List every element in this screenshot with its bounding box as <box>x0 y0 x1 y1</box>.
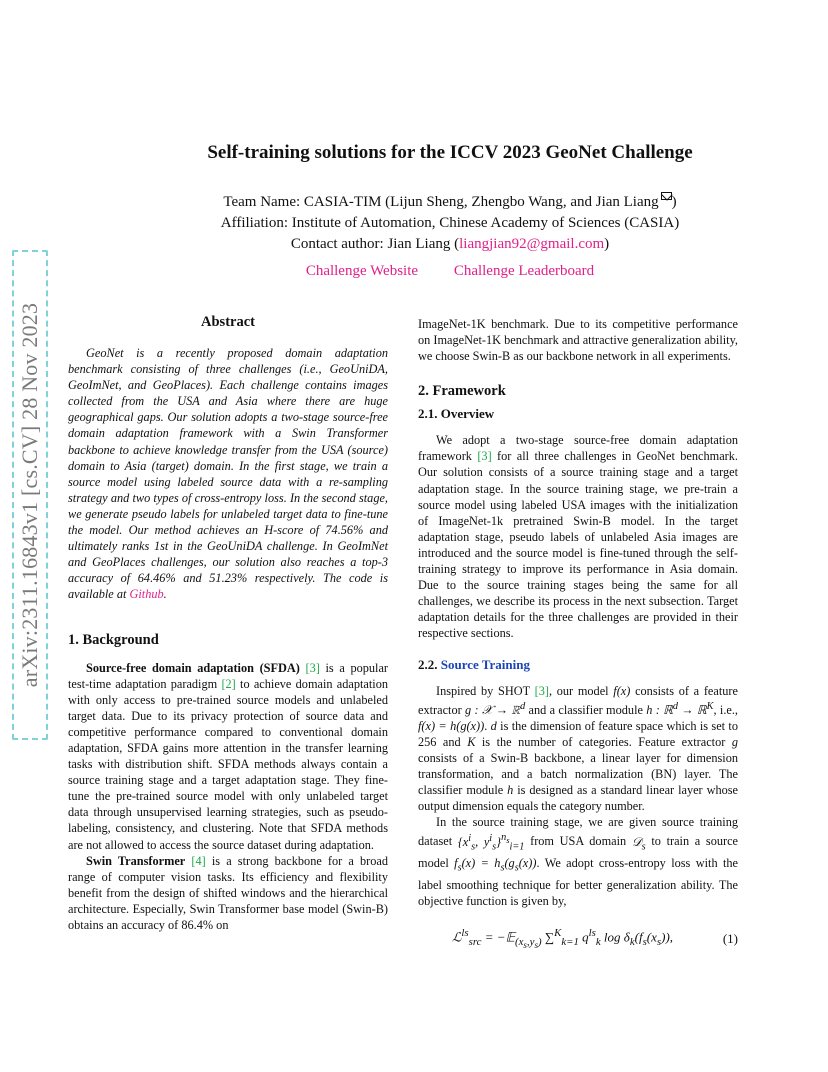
arxiv-stamp <box>12 250 48 740</box>
arxiv-stamp-text: arXiv:2311.16843v1 [cs.CV] 28 Nov 2023 <box>17 302 42 688</box>
source-objective-paragraph: In the source training stage, we are given source training dataset {$x^i_s$, $y^i_s\}^{n_s}_{i=1}$ from USA domain 𝒟$_s$ to train a source model $f_s(x) = h_s(g_s(x))$. We adopt cross-entropy loss with the label smoothing technique for better generalization ability. The objective function is given by, <box>418 815 739 908</box>
right-column <box>418 316 738 953</box>
source-training-link[interactable]: Source Training <box>440 656 530 672</box>
github-link[interactable]: Github <box>129 587 164 602</box>
framework-heading: 2. Framework <box>418 383 506 400</box>
contact-email-link[interactable]: liangjian92@gmail.com <box>459 236 605 252</box>
affiliation-line: Affiliation: Institute of Automation, Chinese Academy of Sciences (CASIA) <box>220 215 680 231</box>
left-column <box>68 313 388 933</box>
background-heading: 1. Background <box>68 631 159 648</box>
abstract-title: Abstract <box>201 314 255 330</box>
equation-number: (1) <box>722 930 738 946</box>
citation-link[interactable]: [3] <box>534 683 549 698</box>
paper-title: Self-training solutions for the ICCV 2023 GeoNet Challenge <box>207 142 693 163</box>
overview-heading: 2.1. Overview <box>418 406 495 422</box>
equation-1 <box>418 925 738 953</box>
citation-link[interactable]: [3] <box>305 660 320 675</box>
citation-link[interactable]: [3] <box>477 449 492 464</box>
sfda-paragraph: Source-free domain adaptation (SFDA) [3] is a popular test-time adaptation paradigm [2] to achieve domain adaptation with only access to pre-trained source models and unlabeled target data. Due to its privacy protection of source data and competitive performance compared to conventional domain adaptation, SFDA gains more attention in the transfer learning tasks with distribution shift. SFDA methods always contain a source training stage and a target adaptation stage. They fine-tune the pre-trained source model with only unlabeled target data through unsupervised learning strategies, such as pseudo-labeling, consistency, and clustering. Note that SFDA methods are not allowed to access the source dataset during adaptation. <box>68 660 389 852</box>
challenge-links <box>90 261 810 282</box>
envelope-icon <box>661 192 672 200</box>
paper-header <box>90 140 810 282</box>
authors-block <box>90 192 810 255</box>
team-line: Team Name: CASIA-TIM (Lijun Sheng, Zhengbo Wang, and Jian Liang ) <box>223 194 677 210</box>
citation-link[interactable]: [2] <box>221 676 236 691</box>
citation-link[interactable]: [4] <box>191 853 206 868</box>
equation-body: ℒ$^{ls}_{src}$ = −𝔼$_{(x_s,y_s)}$ ∑$^K_{k=1}$ $q^{ls}_k$ $\log \delta_k(f_s(x_s))$, <box>452 926 674 950</box>
swin-paragraph: Swin Transformer [4] is a strong backbone for a broad range of computer vision tasks. Its efficiency and flexibility benefit from the design of shifted windows and the hierarchical architecture. Especially, Swin Transformer base model (Swin-B) obtains an accuracy of 86.4% on <box>68 853 388 932</box>
contact-line: Contact author: Jian Liang (liangjian92@gmail.com) <box>290 236 610 252</box>
source-training-paragraph: Inspired by SHOT [3], our model f(x) consists of a feature extractor g : 𝒳 → ℝ$^d$ and a classifier module h : ℝ$^d$ → ℝ$^K$, i.e., f(x) = h(g(x)). d is the dimension of feature space which is set to 256 and K is the number of categories. Feature extractor g consists of a Swin-B backbone, a linear layer for dimension transformation, and a batch normalization (BN) layer. The classifier module h is designed as a standard linear layer whose output dimension equals the category number. <box>418 683 739 814</box>
source-training-heading: 2.2. Source Training <box>418 656 530 672</box>
challenge-website-link[interactable]: Challenge Website <box>305 263 419 279</box>
continued-paragraph: ImageNet-1K benchmark. Due to its competitive performance on ImageNet-1K benchmark and attractive generalization ability, we choose Swin-B as our backbone network in all experiments. <box>418 317 738 364</box>
overview-paragraph: We adopt a two-stage source-free domain adaptation framework [3] for all three challenges in GeoNet benchmark. Our solution consists of a source training stage and a target adaptation stage. In the source training stage, we pre-train a source model using labeled USA images with the initialization of ImageNet-1k pretrained Swin-B model. In the target adaptation stage, pseudo labels of unlabeled Asia images are introduced and the source model is fine-tuned through the self-training strategy to improve its performance in Asia domain. Due to the source training stages being the same for all challenges, we describe its process in the next subsection. Target adaptation details for the three challenges are provided in their respective sections. <box>418 433 738 641</box>
abstract-body: GeoNet is a recently proposed domain adaptation benchmark consisting of three challenges (i.e., GeoUniDA, GeoImNet, and GeoPlaces). Each challenge contains images collected from the USA and Asia where there are huge geographical gaps. Our solution adopts a two-stage source-free domain adaptation framework with a Swin Transformer backbone to achieve knowledge transfer from the USA (source) domain to Asia (target) domain. In the first stage, we train a source model using labeled source data with a re-sampling strategy and two types of cross-entropy loss. In the second stage, we generate pseudo labels for unlabeled target data to fine-tune the model. Our method achieves an H-score of 74.56% and ultimately ranks 1st in the GeoUniDA challenge. In GeoImNet and GeoPlaces challenges, our solution also reaches a top-3 accuracy of 64.46% and 51.23% respectively. The code is available at Github. <box>68 346 388 602</box>
challenge-leaderboard-link[interactable]: Challenge Leaderboard <box>453 263 595 279</box>
